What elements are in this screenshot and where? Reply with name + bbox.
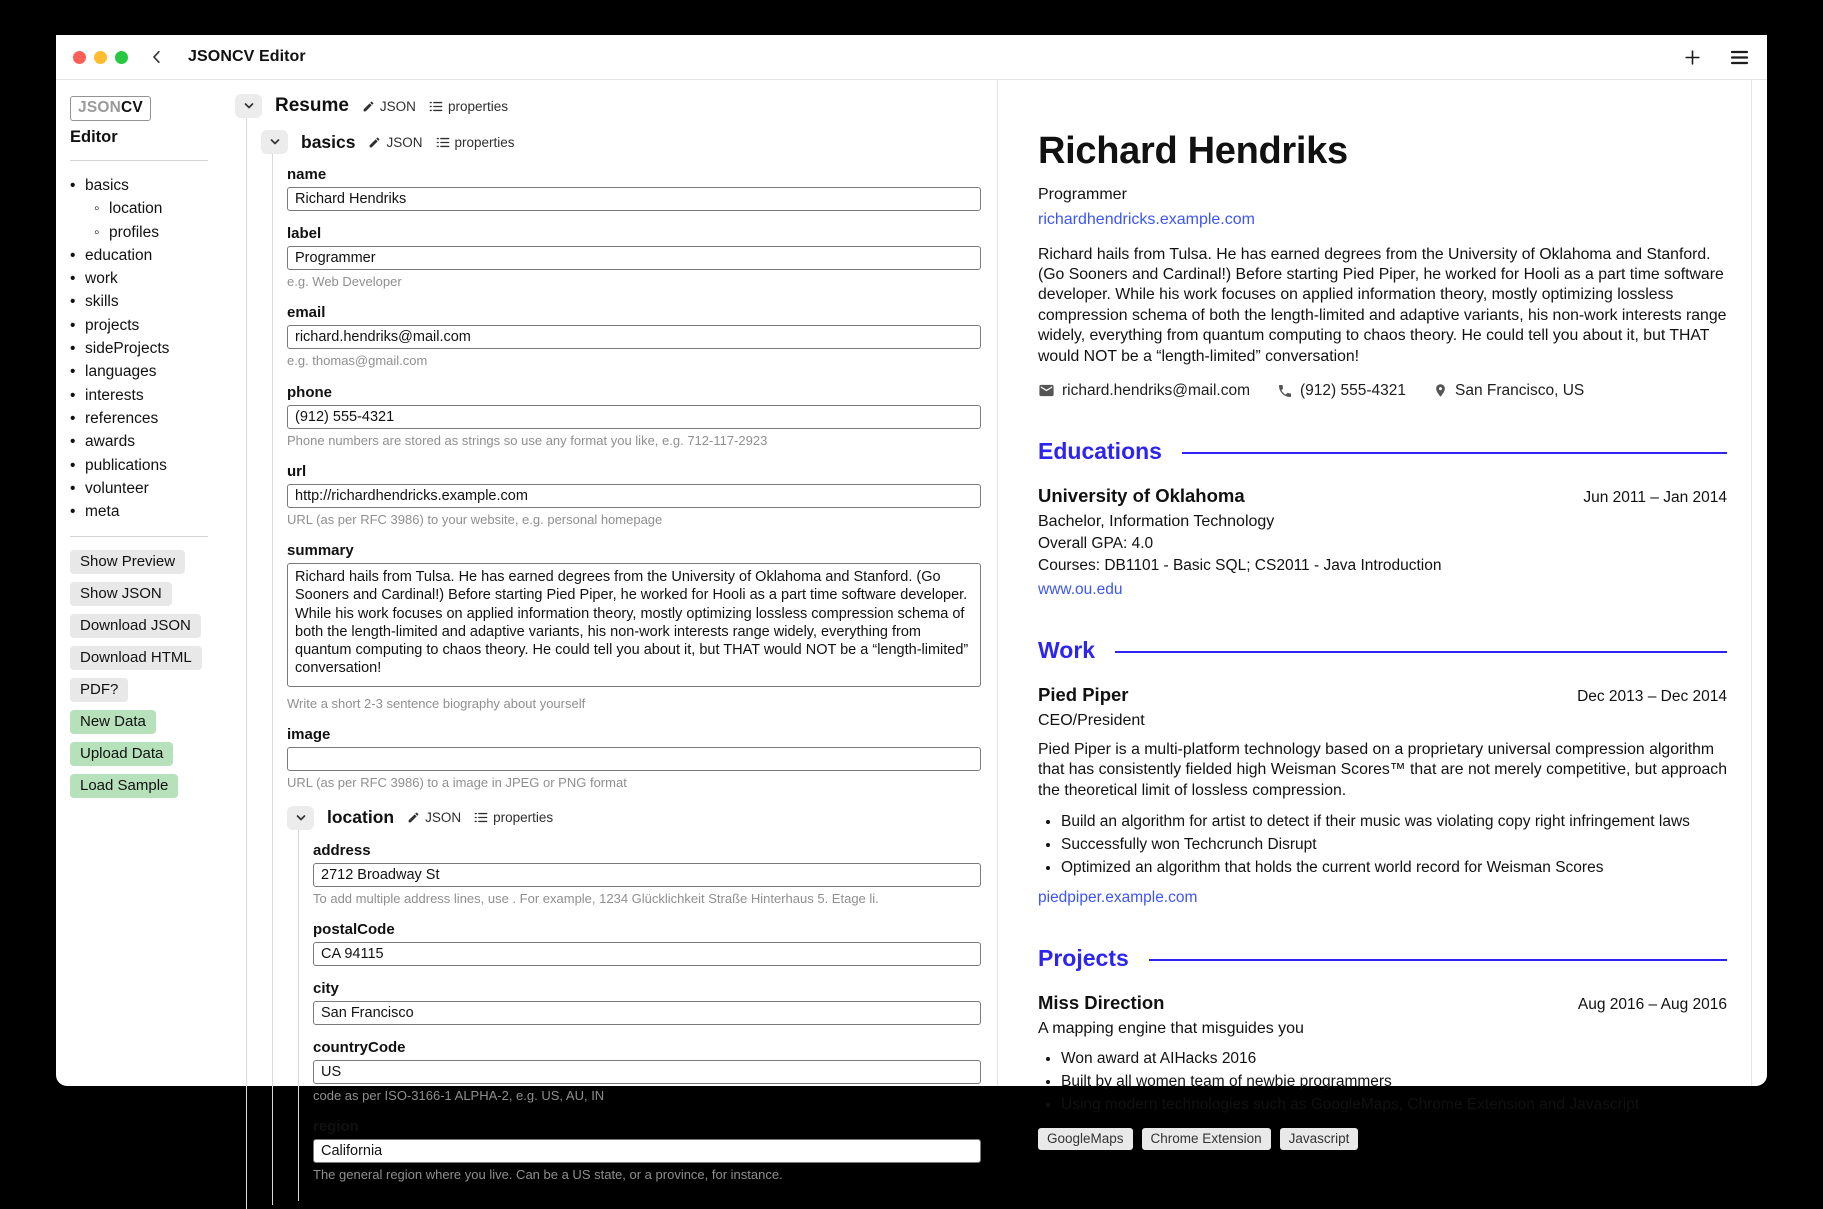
- field-email: [287, 304, 981, 369]
- bullet-icon: •: [70, 340, 76, 358]
- preview-name: Richard Hendriks: [1038, 130, 1348, 172]
- editor-panel: [223, 80, 997, 1182]
- project-description: A mapping engine that misguides you: [1038, 1020, 1304, 1038]
- url-input[interactable]: [287, 484, 981, 508]
- window-controls: [73, 51, 128, 64]
- name-input[interactable]: [287, 187, 981, 211]
- education-courses: Courses: DB1101 - Basic SQL; CS2011 - Java Introduction: [1038, 556, 1442, 574]
- tag[interactable]: GoogleMaps: [1038, 1128, 1133, 1150]
- window-title: JSONCV Editor: [188, 48, 306, 65]
- email-input[interactable]: [287, 325, 981, 349]
- work-link[interactable]: piedpiper.example.com: [1038, 889, 1198, 907]
- education-link[interactable]: www.ou.edu: [1038, 580, 1123, 598]
- bullet-icon: ◦: [94, 200, 100, 218]
- field-address: [313, 842, 981, 907]
- educations-section-header: [1038, 438, 1727, 465]
- sidebar-item-publications[interactable]: • publications: [70, 454, 223, 477]
- field-phone: [287, 384, 981, 449]
- bullet-icon: •: [70, 456, 76, 474]
- field-hint: URL (as per RFC 3986) to your website, e.g. personal homepage: [287, 511, 663, 527]
- field-label: url: [287, 462, 307, 480]
- bullet-icon: •: [70, 293, 76, 311]
- sidebar: [56, 80, 223, 1086]
- field-label: postalCode: [313, 920, 395, 938]
- education-school: University of Oklahoma: [1038, 484, 1245, 506]
- list-icon: [474, 811, 488, 824]
- section-title-location: location: [327, 807, 395, 827]
- project-highlight: • Won award at AIHacks 2016: [1061, 1050, 1727, 1068]
- field-label: countryCode: [313, 1038, 406, 1056]
- field-hint: e.g. Web Developer: [287, 274, 402, 289]
- bullet-icon: ◦: [94, 223, 100, 241]
- field-hint: Write a short 2-3 sentence biography about yourself: [287, 696, 586, 711]
- sidebar-item-profiles[interactable]: ◦ profiles: [70, 221, 223, 244]
- field-label: name: [287, 166, 327, 183]
- sidebar-item-work[interactable]: • work: [70, 267, 223, 290]
- section-rule: [1115, 651, 1727, 654]
- field-region: [313, 1118, 981, 1183]
- preview-role: Programmer: [1038, 185, 1127, 203]
- field-countrycode: [313, 1039, 981, 1104]
- logo-subtitle: Editor: [70, 128, 118, 146]
- field-postalcode: [313, 921, 981, 966]
- field-label: city: [313, 979, 339, 997]
- bullet-icon: •: [70, 503, 76, 521]
- field-hint: e.g. thomas@gmail.com: [287, 353, 428, 369]
- load-sample-button[interactable]: Load Sample: [70, 774, 178, 798]
- bullet-icon: •: [70, 409, 76, 427]
- tag[interactable]: Chrome Extension: [1142, 1128, 1271, 1150]
- sidebar-item-awards[interactable]: • awards: [70, 430, 223, 453]
- contact-row: [1038, 382, 1727, 400]
- sidebar-item-interests[interactable]: • interests: [70, 384, 223, 407]
- field-hint: code as per ISO-3166-1 ALPHA-2, e.g. US, AU, IN: [313, 1087, 605, 1103]
- resume-section-body: [246, 118, 981, 1209]
- field-label: email: [287, 304, 326, 322]
- label-input[interactable]: [287, 246, 981, 270]
- project-date: Aug 2016 – Aug 2016: [1577, 996, 1727, 1014]
- projects-section-header: [1038, 945, 1727, 972]
- resume-section-header: [235, 94, 981, 118]
- sidebar-item-volunteer[interactable]: • volunteer: [70, 477, 223, 500]
- project-highlight: • Using modern technologies such as GoogleMaps, Chrome Extension and Javascript: [1061, 1096, 1727, 1114]
- show-preview-button[interactable]: Show Preview: [70, 550, 185, 574]
- preview-panel: [998, 80, 1751, 1147]
- zoom-window-button[interactable]: [115, 51, 128, 64]
- field-label: address: [313, 841, 371, 859]
- sidebar-item-languages[interactable]: • languages: [70, 360, 223, 383]
- postalcode-input[interactable]: [313, 942, 981, 966]
- titlebar: [56, 35, 1767, 80]
- project-tags: [1038, 1128, 1727, 1150]
- field-label: label: [287, 225, 322, 242]
- basics-section-body: [272, 154, 981, 1205]
- field-hint: To add multiple address lines, use . For example, 1234 Glücklichkeit Straße Hinterhaus 5. Etage li.: [313, 890, 879, 906]
- edit-json-link[interactable]: JSON: [362, 99, 416, 114]
- project-name: Miss Direction: [1038, 992, 1165, 1014]
- section-title-resume: Resume: [275, 95, 349, 116]
- edit-json-link[interactable]: JSON: [368, 135, 422, 150]
- field-url: [287, 463, 981, 528]
- envelope-icon: [1038, 382, 1055, 399]
- collapse-location-button[interactable]: [287, 806, 314, 830]
- properties-link[interactable]: properties: [429, 99, 508, 114]
- pencil-icon: [362, 100, 375, 113]
- bullet-icon: •: [70, 363, 76, 381]
- section-rule: [1182, 452, 1727, 455]
- bullet-icon: •: [70, 246, 76, 264]
- download-json-button[interactable]: Download JSON: [70, 614, 201, 638]
- download-html-button[interactable]: Download HTML: [70, 646, 202, 670]
- jsoncv-logo: JSONCV: [70, 96, 151, 121]
- show-json-button[interactable]: Show JSON: [70, 582, 172, 606]
- minimize-window-button[interactable]: [94, 51, 107, 64]
- bullet-icon: •: [70, 316, 76, 334]
- sidebar-item-skills[interactable]: • skills: [70, 290, 223, 313]
- phone-icon: [1277, 383, 1293, 399]
- address-input[interactable]: [313, 863, 981, 887]
- new-tab-icon[interactable]: [1683, 48, 1702, 67]
- basics-section-header: [261, 130, 981, 154]
- list-icon: [429, 100, 443, 113]
- back-icon[interactable]: [148, 48, 166, 66]
- work-summary: Pied Piper is a multi-platform technology based on a proprietary universal compression algorithm that has consistently fielded high Weisman Scores™ that are not merely competitive, but approach the theoretical limit of lossless compression.: [1038, 740, 1727, 799]
- collapse-resume-button[interactable]: [235, 94, 262, 118]
- sidebar-item-meta[interactable]: • meta: [70, 500, 223, 523]
- field-label: [287, 225, 981, 290]
- contact-location: San Francisco, US: [1433, 382, 1584, 400]
- education-gpa: Overall GPA: 4.0: [1038, 534, 1154, 552]
- field-image: [287, 726, 981, 791]
- menu-icon[interactable]: [1730, 49, 1749, 66]
- list-icon: [436, 136, 450, 149]
- projects-heading: Projects: [1038, 945, 1129, 972]
- map-pin-icon: [1433, 382, 1448, 399]
- work-highlight: • Build an algorithm for artist to detect if their music was violating copy right infringement laws: [1061, 813, 1727, 831]
- edit-json-link[interactable]: JSON: [407, 810, 461, 825]
- work-highlight: • Successfully won Techcrunch Disrupt: [1061, 836, 1727, 854]
- contact-email: richard.hendriks@mail.com: [1038, 382, 1250, 400]
- website-link[interactable]: richardhendricks.example.com: [1038, 210, 1255, 228]
- sidebar-nav: [70, 174, 223, 523]
- new-data-button[interactable]: New Data: [70, 710, 156, 734]
- field-city: [313, 980, 981, 1025]
- section-rule: [1149, 959, 1727, 962]
- work-highlight: • Optimized an algorithm that holds the current world record for Weisman Scores: [1061, 859, 1727, 877]
- image-input[interactable]: [287, 747, 981, 771]
- bullet-icon: •: [70, 433, 76, 451]
- collapse-basics-button[interactable]: [261, 130, 288, 154]
- work-section-header: [1038, 637, 1727, 664]
- location-section-header: [287, 806, 981, 830]
- field-label: phone: [287, 383, 332, 401]
- field-label: summary: [287, 542, 354, 559]
- bullet-icon: •: [70, 270, 76, 288]
- pencil-icon: [368, 136, 381, 149]
- educations-heading: Educations: [1038, 437, 1162, 464]
- field-label: image: [287, 726, 331, 744]
- education-degree: Bachelor, Information Technology: [1038, 512, 1275, 530]
- preview-summary: Richard hails from Tulsa. He has earned degrees from the University of Oklahoma and Stanford. (Go Sooners and Cardinal!) Before starting Pied Piper, he worked for Hooli as a part time software developer. While his work focuses on applied information theory, mostly optimizing lossless compression schema of both the length-limited and adaptive variants, his non-work interests range widely, everything from quantum computing to chaos theory. He could tell you about it, but THAT would NOT be a “length-limited” conversation!: [1038, 245, 1727, 365]
- education-date: Jun 2011 – Jan 2014: [1583, 488, 1727, 506]
- field-summary: [287, 542, 981, 712]
- phone-input[interactable]: [287, 405, 981, 429]
- pencil-icon: [407, 811, 420, 824]
- city-input[interactable]: [313, 1001, 981, 1025]
- field-label: region: [313, 1118, 359, 1135]
- bullet-icon: •: [70, 177, 76, 194]
- work-date: Dec 2013 – Dec 2014: [1577, 687, 1727, 705]
- section-title-basics: basics: [301, 131, 356, 152]
- bullet-icon: •: [70, 479, 76, 497]
- field-name: [287, 166, 981, 211]
- field-hint: URL (as per RFC 3986) to a image in JPEG or PNG format: [287, 775, 627, 791]
- sidebar-item-sideprojects[interactable]: • sideProjects: [70, 337, 223, 360]
- sidebar-item-location[interactable]: ◦ location: [70, 197, 223, 220]
- contact-phone: (912) 555-4321: [1277, 382, 1406, 400]
- summary-textarea[interactable]: [287, 563, 981, 687]
- close-window-button[interactable]: [73, 51, 86, 64]
- sidebar-item-projects[interactable]: • projects: [70, 314, 223, 337]
- work-heading: Work: [1038, 636, 1096, 663]
- app-window: [56, 35, 1767, 1182]
- region-input[interactable]: [313, 1139, 981, 1163]
- sidebar-divider: [70, 536, 208, 537]
- work-company: Pied Piper: [1038, 683, 1129, 705]
- sidebar-divider: [70, 160, 208, 161]
- sidebar-item-education[interactable]: • education: [70, 244, 223, 267]
- properties-link[interactable]: properties: [436, 135, 515, 150]
- properties-link[interactable]: properties: [474, 810, 553, 825]
- bullet-icon: •: [70, 386, 76, 404]
- pdf-button[interactable]: PDF?: [70, 678, 128, 702]
- field-hint: The general region where you live. Can be a US state, or a province, for instance.: [313, 1167, 783, 1182]
- tag[interactable]: Javascript: [1280, 1128, 1359, 1150]
- preview-scrollbar-track[interactable]: [1751, 80, 1767, 1086]
- sidebar-item-references[interactable]: • references: [70, 407, 223, 430]
- work-position: CEO/President: [1038, 711, 1145, 729]
- sidebar-item-basics[interactable]: • basics: [70, 174, 223, 197]
- countrycode-input[interactable]: [313, 1060, 981, 1084]
- field-hint: Phone numbers are stored as strings so use any format you like, e.g. 712-117-2923: [287, 432, 768, 448]
- project-highlight: • Built by all women team of newbie programmers: [1061, 1073, 1727, 1091]
- work-highlights: [1038, 813, 1727, 877]
- location-section-body: [298, 830, 981, 1202]
- project-highlights: [1038, 1050, 1727, 1114]
- upload-data-button[interactable]: Upload Data: [70, 742, 173, 766]
